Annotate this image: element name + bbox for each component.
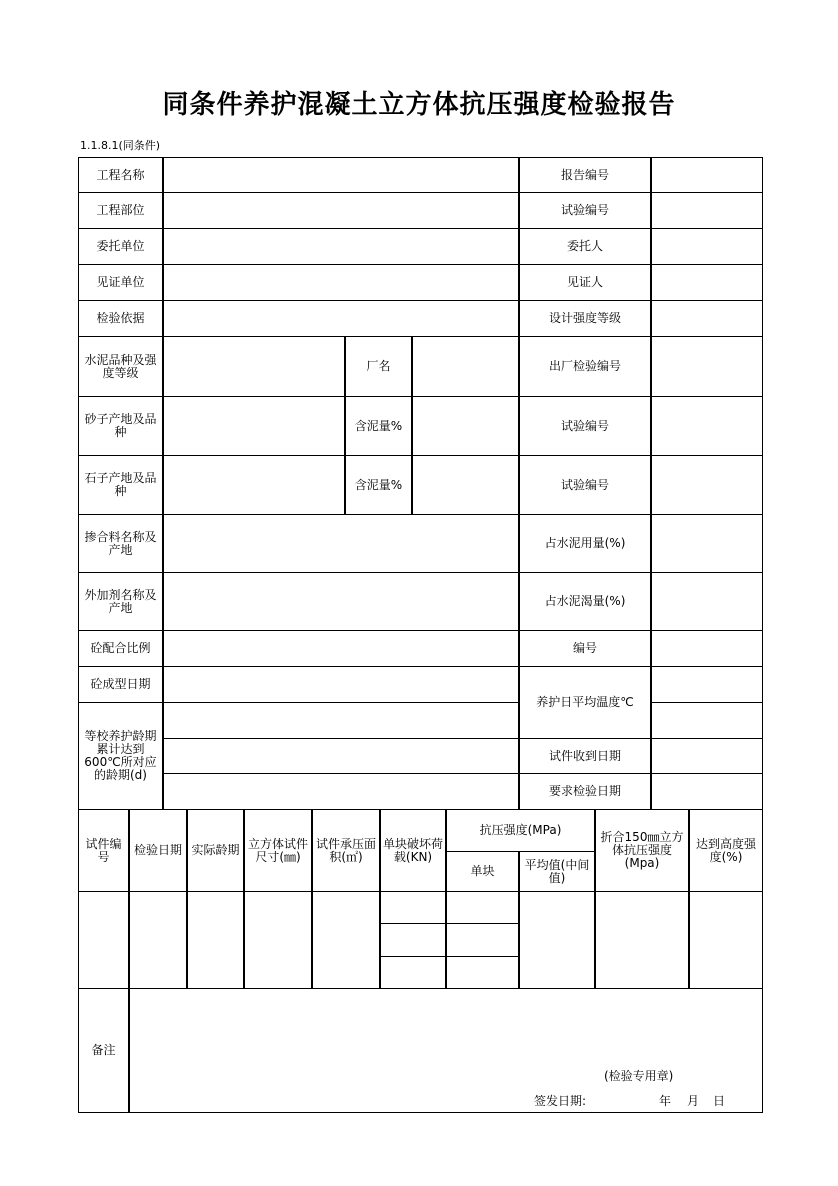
field-equiv-age-1[interactable]: [163, 702, 519, 739]
header-bearing-area: 试件承压面积(㎡): [312, 809, 380, 892]
data-single-1[interactable]: [446, 891, 519, 924]
field-sand-test-no[interactable]: [651, 396, 763, 456]
label-sand: 砂子产地及品种: [78, 396, 163, 456]
field-cement-ratio2[interactable]: [651, 572, 763, 631]
data-test-date[interactable]: [129, 891, 187, 989]
data-load-3[interactable]: [380, 956, 446, 989]
header-converted-strength: 折合150㎜立方体抗压强度(Mpa): [595, 809, 689, 892]
issue-year: 年: [659, 1094, 672, 1108]
label-equiv-age: 等校养护龄期累计达到600℃所对应的龄期(d): [78, 702, 163, 810]
field-stone-mud[interactable]: [412, 455, 519, 515]
field-client-unit[interactable]: [163, 228, 519, 265]
label-mix-no: 编号: [519, 630, 651, 667]
data-cube-size[interactable]: [244, 891, 312, 989]
label-stone: 石子产地及品种: [78, 455, 163, 515]
field-avg-temp-1[interactable]: [651, 666, 763, 703]
issue-day: 日: [713, 1094, 726, 1108]
field-factory-test-no[interactable]: [651, 336, 763, 397]
label-required-date: 要求检验日期: [519, 773, 651, 810]
data-average[interactable]: [519, 891, 595, 989]
label-cement-ratio2: 占水泥渴量(%): [519, 572, 651, 631]
header-failure-load: 单块破坏荷载(KN): [380, 809, 446, 892]
label-remarks: 备注: [78, 988, 129, 1113]
label-witness-unit: 见证单位: [78, 264, 163, 301]
data-load-2[interactable]: [380, 923, 446, 957]
field-design-grade[interactable]: [651, 300, 763, 337]
field-received-date[interactable]: [651, 738, 763, 774]
label-cement: 水泥品种及强度等级: [78, 336, 163, 397]
field-stone[interactable]: [163, 455, 345, 515]
header-average: 平均值(中间值): [519, 851, 595, 892]
data-converted[interactable]: [595, 891, 689, 989]
label-client: 委托人: [519, 228, 651, 265]
label-factory-test-no: 出厂检验编号: [519, 336, 651, 397]
label-project-part: 工程部位: [78, 192, 163, 229]
label-sand-mud: 含泥量%: [345, 396, 412, 456]
header-single: 单块: [446, 851, 519, 892]
data-load-1[interactable]: [380, 891, 446, 924]
field-required-date[interactable]: [651, 773, 763, 810]
data-single-2[interactable]: [446, 923, 519, 957]
header-strength-percent: 达到高度强度(%): [689, 809, 763, 892]
label-witness: 见证人: [519, 264, 651, 301]
field-cement[interactable]: [163, 336, 345, 397]
field-test-no[interactable]: [651, 192, 763, 229]
field-witness-unit[interactable]: [163, 264, 519, 301]
field-project-part[interactable]: [163, 192, 519, 229]
field-witness[interactable]: [651, 264, 763, 301]
data-percent[interactable]: [689, 891, 763, 989]
field-admixture[interactable]: [163, 514, 519, 573]
page-title: 同条件养护混凝土立方体抗压强度检验报告: [162, 90, 676, 120]
label-additive: 外加剂名称及产地: [78, 572, 163, 631]
label-admixture: 掺合料名称及产地: [78, 514, 163, 573]
label-avg-temp: 养护日平均温度℃: [519, 666, 651, 739]
field-mix-no[interactable]: [651, 630, 763, 667]
header-compressive-strength: 抗压强度(MPa): [446, 809, 595, 852]
label-stone-test-no: 试验编号: [519, 455, 651, 515]
field-factory[interactable]: [412, 336, 519, 397]
label-casting-date: 砼成型日期: [78, 666, 163, 703]
field-equiv-age-3[interactable]: [163, 773, 519, 810]
field-stone-test-no[interactable]: [651, 455, 763, 515]
field-test-basis[interactable]: [163, 300, 519, 337]
label-report-no: 报告编号: [519, 157, 651, 193]
stamp-text: (检验专用章): [604, 1069, 674, 1083]
field-cement-ratio[interactable]: [651, 514, 763, 573]
field-avg-temp-2[interactable]: [651, 702, 763, 739]
field-sand[interactable]: [163, 396, 345, 456]
data-actual-age[interactable]: [187, 891, 244, 989]
field-casting-date[interactable]: [163, 666, 519, 703]
data-single-3[interactable]: [446, 956, 519, 989]
label-cement-ratio: 占水泥用量(%): [519, 514, 651, 573]
label-client-unit: 委托单位: [78, 228, 163, 265]
label-test-basis: 检验依据: [78, 300, 163, 337]
field-client[interactable]: [651, 228, 763, 265]
label-factory: 厂名: [345, 336, 412, 397]
label-stone-mud: 含泥量%: [345, 455, 412, 515]
field-report-no[interactable]: [651, 157, 763, 193]
field-additive[interactable]: [163, 572, 519, 631]
field-equiv-age-2[interactable]: [163, 738, 519, 774]
header-actual-age: 实际龄期: [187, 809, 244, 892]
field-mix-ratio[interactable]: [163, 630, 519, 667]
data-bearing-area[interactable]: [312, 891, 380, 989]
label-sand-test-no: 试验编号: [519, 396, 651, 456]
data-specimen-no[interactable]: [78, 891, 129, 989]
field-project-name[interactable]: [163, 157, 519, 193]
header-specimen-no: 试件编号: [78, 809, 129, 892]
label-mix-ratio: 砼配合比例: [78, 630, 163, 667]
header-test-date: 检验日期: [129, 809, 187, 892]
label-test-no: 试验编号: [519, 192, 651, 229]
label-received-date: 试件收到日期: [519, 738, 651, 774]
issue-month: 月: [687, 1094, 700, 1108]
label-project-name: 工程名称: [78, 157, 163, 193]
field-sand-mud[interactable]: [412, 396, 519, 456]
form-code: 1.1.8.1(同条件): [80, 139, 161, 152]
issue-date-label: 签发日期:: [534, 1094, 587, 1108]
header-cube-size: 立方体试件尺寸(㎜): [244, 809, 312, 892]
label-design-grade: 设计强度等级: [519, 300, 651, 337]
